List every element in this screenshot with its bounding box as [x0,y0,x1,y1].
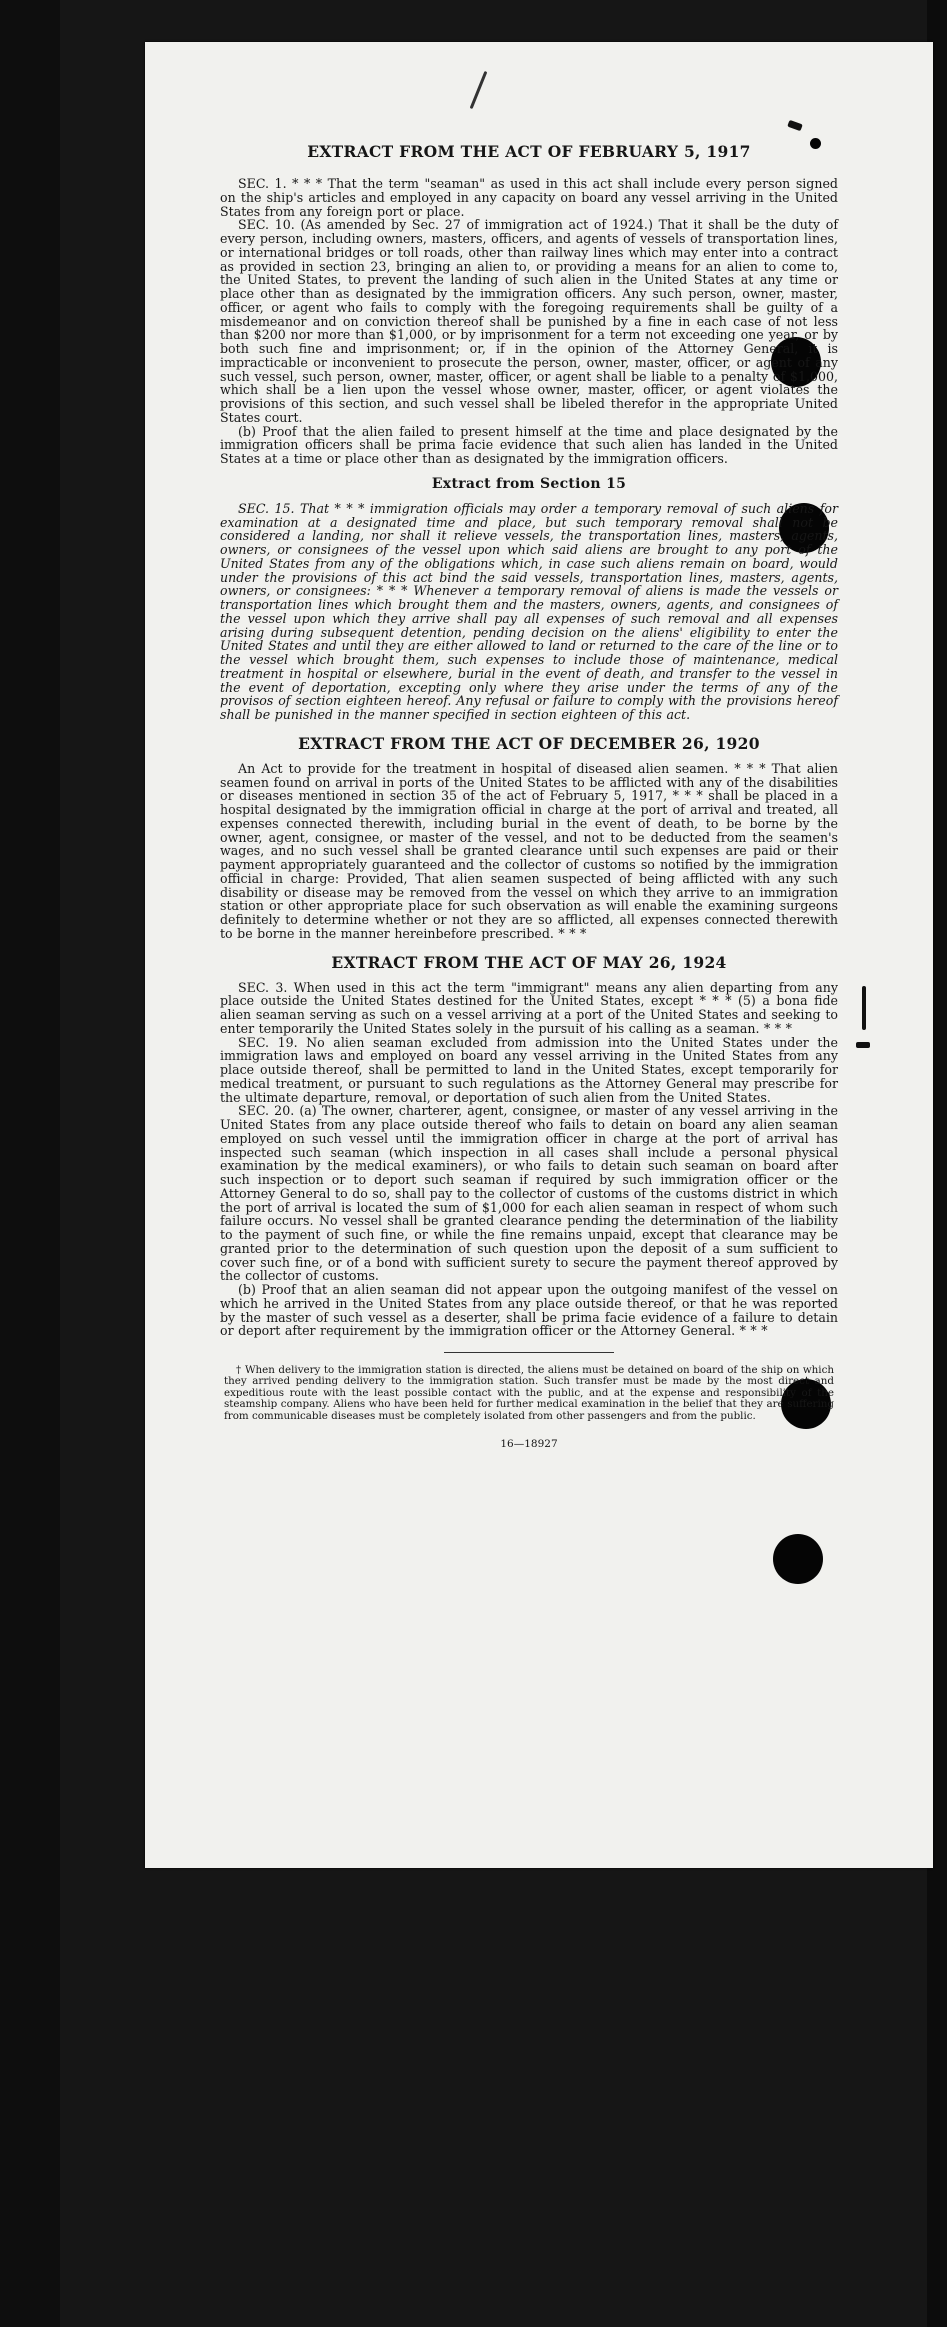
paragraph-sec10-b: (b) Proof that the alien failed to present himself at the time and place designated by the immigration officers shall be prima facie evidence that such alien has landed in the United States at a time or place other than as designated by the immigration officers. [220,423,838,466]
paragraph-sec15: SEC. 15. That * * * immigration officials may order a temporary removal of such aliens for examination at a designated time and place, but such temporary removal shall not be considered a landing, nor shall it relieve vessels, the transportation lines, masters, agents, owners, or consignees of the vessel upon which said aliens are brought to any port of the United States from any of the obligations which, in case such aliens remain on board, would under the provisions of this act bind the said vessels, transportation lines, masters, agents, owners, or consignees: * * * Whenever a temporary removal of aliens is made the vessels or transportation lines which brought them and the masters, owners, agents, and consignees of the vessel upon which they arrive shall pay all expenses of such removal and all expenses arising during subsequent detention, pending decision on the aliens' eligibility to enter the United States and until they are either allowed to land or returned to the care of the line or to the vessel which brought them, such expenses to include those of maintenance, medical treatment in hospital or elsewhere, burial in the event of death, and transfer to the vessel in the event of deportation, excepting only where they arise under the terms of any of the provisos of section eighteen hereof. Any refusal or failure to comply with the provisions hereof shall be punished in the manner specified in section eighteen of this act. [220,500,838,722]
margin-mark [862,986,866,1030]
paragraph-sec3: SEC. 3. When used in this act the term "immigrant" means any alien departing from any place outside the United States destined for the United States, except * * * (5) a bona fide alien seaman serving as such on a vessel arriving at a port of the United States and seeking to enter temporarily the United States solely in the pursuit of his calling as a seaman. * * * [220,979,838,1036]
pencil-mark [470,71,488,109]
page-number: 16—18927 [500,1438,558,1451]
punch-hole [773,1534,823,1584]
document-body [220,142,838,1450]
paragraph-sec1: SEC. 1. * * * That the term "seaman" as used in this act shall include every person signed on the ship's articles and employed in any capacity on board any vessel arriving in the United States from any foreign port or place. [220,176,838,219]
heading-section-15: Extract from Section 15 [431,475,627,492]
heading-act-1917: EXTRACT FROM THE ACT OF FEBRUARY 5, 1917 [307,142,751,161]
heading-act-1924: EXTRACT FROM THE ACT OF MAY 26, 1924 [331,952,727,972]
paragraph-act-1920: An Act to provide for the treatment in hospital of diseased alien seamen. * * * That alien seamen found on arrival in ports of the United States to be afflicted with any of the disabilities or diseases mentioned in section 35 of the act of February 5, 1917, * * * shall be placed in a hospital designated by the immigration official in charge at the port of arrival and treated, all expenses connected therewith, including burial in the event of death, to be borne by the owner, agent, consignee, or master of the vessel, and not to be deducted from the seamen's wages, and no such vessel shall be granted clearance until such expenses are paid or their payment appropriately guaranteed and the collector of customs so notified by the immigration official in charge: Provided, That alien seamen suspected of being afflicted with any such disability or disease may be removed from the vessel on which they arrive to an immigration station or other appropriate place for such observation as will enable the examining surgeons definitely to determine whether or not they are so afflicted, all expenses connected therewith to be borne in the manner hereinbefore prescribed. * * * [220,760,838,941]
paragraph-sec20-b: (b) Proof that an alien seaman did not appear upon the outgoing manifest of the vessel on which he arrived in the United States from any place outside thereof, or that he was reported by the master of such vessel as a deserter, shall be prima facie evidence of a failure to detain or deport after requirement by the immigration officer or the Attorney General. * * * [220,1282,838,1339]
footnote: † When delivery to the immigration station is directed, the aliens must be detained on board of the ship on which they arrived pending delivery to the immigration station. Such transfer must be made by the most direct and expeditious route with the least possible contact with the public, and at the expense and responsibility of the steamship company. Aliens who have been held for further medical examination in the belief that they are suffering from communicable diseases must be completely isolated from other passengers and from the public. [224,1364,834,1422]
margin-mark [856,1042,870,1048]
heading-act-1920: EXTRACT FROM THE ACT OF DECEMBER 26, 1920 [298,733,760,753]
paragraph-sec10: SEC. 10. (As amended by Sec. 27 of immigration act of 1924.) That it shall be the duty of every person, including owners, masters, officers, and agents of vessels of transportation lines, or international bridges or toll roads, other than railway lines which may enter into a contract as provided in section 23, bringing an alien to, or providing a means for an alien to come to, the United States, to prevent the landing of such alien in the United States at any time or place other than as designated by the immigration officers. Any such person, owner, master, officer, or agent who fails to comply with the foregoing requirements shall be guilty of a misdemeanor and on conviction thereof shall be punished by a fine in each case of not less than $200 nor more than $1,000, or by imprisonment for a term not exceeding one year, or by both such fine and imprisonment; or, if in the opinion of the Attorney General, it is impracticable or inconvenient to prosecute the person, owner, master, officer, or agent of any such vessel, such person, owner, master, officer, or agent shall be liable to a penalty of $1,000, which shall be a lien upon the vessel whose owner, master, officer, or agent violates the provisions of this section, and such vessel shall be libeled therefor in the appropriate United States court. [220,217,838,425]
ink-mark [787,120,803,131]
scan-border-left [0,0,60,2327]
paragraph-sec19: SEC. 19. No alien seaman excluded from admission into the United States under the immigration laws and employed on board any vessel arriving in the United States from any place outside thereof, shall be permitted to land in the United States, except temporarily for medical treatment, or pursuant to such regulations as the Attorney General may prescribe for the ultimate departure, removal, or deportation of such alien from the United States. [220,1034,838,1105]
paragraph-sec20: SEC. 20. (a) The owner, charterer, agent, consignee, or master of any vessel arriving in the United States from any place outside thereof who fails to detain on board any alien seaman employed on such vessel until the immigration officer in charge at the port of arrival has inspected such seaman (which inspection in all cases shall include a personal physical examination by the medical examiners), or who fails to detain such seaman on board after such inspection or to deport such seaman if required by such immigration officer or the Attorney General to do so, shall pay to the collector of customs of the customs district in which the port of arrival is located the sum of $1,000 for each alien seaman in respect of whom such failure occurs. No vessel shall be granted clearance pending the determination of the liability to the payment of such fine, or while the fine remains unpaid, except that clearance may be granted prior to the determination of such question upon the deposit of a sum sufficient to cover such fine, or of a bond with sufficient surety to secure the payment thereof approved by the collector of customs. [220,1103,838,1284]
footnote-divider [444,1352,614,1353]
document-page [145,42,933,1868]
